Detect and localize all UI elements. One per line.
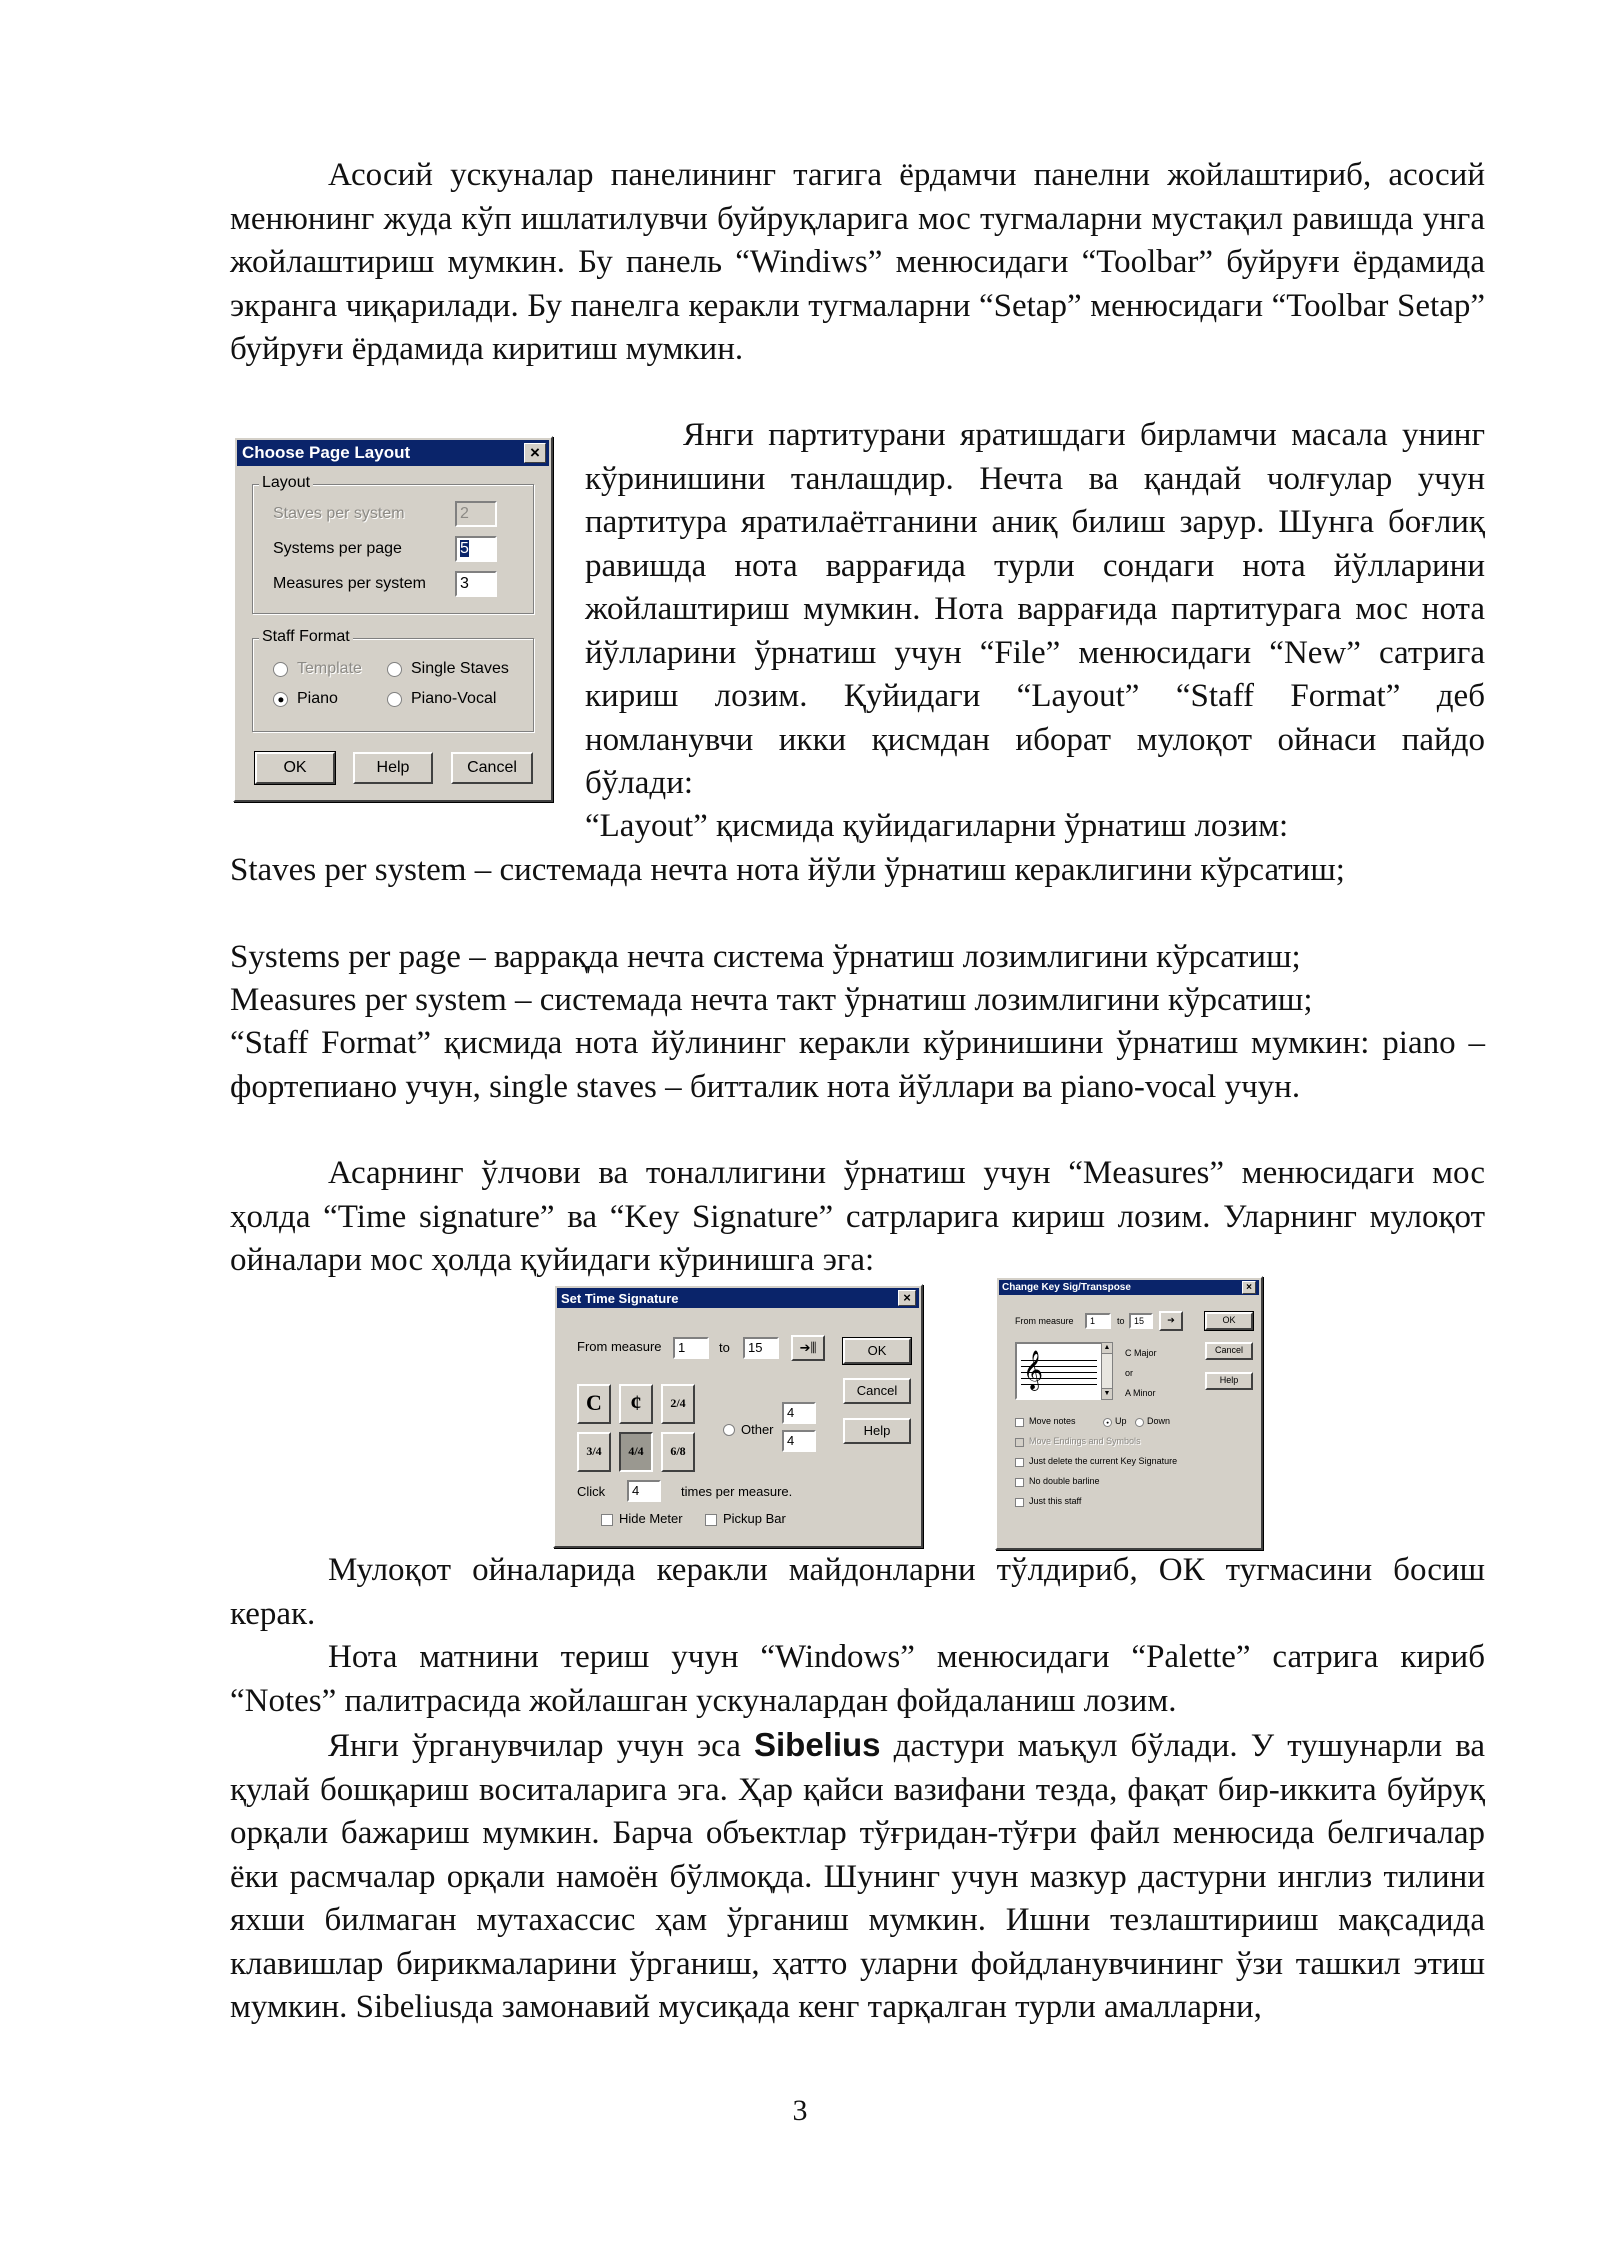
scroll-down-icon[interactable]: ▼ [1103,1390,1111,1397]
treble-clef-icon: 𝄞 [1023,1350,1044,1390]
paragraph-9: Мулоқот ойналарида керакли майдонларни тўлдириб, ОК тугмасини босиш керак. [230,1552,1485,1632]
help-button[interactable]: Help [843,1418,911,1444]
piano-vocal-radio-label: Piano-Vocal [411,690,497,707]
no-double-barline-checkbox[interactable] [1015,1478,1024,1487]
single-staves-radio[interactable] [387,662,402,677]
piano-vocal-radio[interactable] [387,692,402,707]
up-label: Up [1115,1416,1127,1426]
down-label: Down [1147,1416,1171,1426]
dialog-title: Set Time Signature [561,1290,679,1306]
layout-group-label: Layout [259,474,313,492]
just-this-staff-checkbox[interactable] [1015,1498,1024,1507]
dialog-titlebar [999,1280,1259,1295]
time-sig-3-4-button[interactable]: 3/4 [577,1432,611,1472]
key-or-label: or [1125,1368,1134,1378]
delete-key-checkbox[interactable] [1015,1458,1024,1467]
delete-key-label: Just delete the current Key Signature [1029,1456,1178,1466]
paragraph-6: Measures per system – системада нечта такт ўрнатиш лозимлигини кўрсатиш; [230,982,1313,1018]
cancel-button[interactable]: Cancel [843,1378,911,1404]
click-field[interactable]: 4 [627,1480,661,1502]
dialog-title: Change Key Sig/Transpose [1002,1282,1131,1293]
ok-button[interactable]: OK [1205,1312,1253,1330]
key-scrollbar[interactable] [1101,1342,1113,1400]
paragraph-8: Асарнинг ўлчови ва тоналлигини ўрнатиш учун “Measures” менюсидаги мос ҳолда “Time signature” ва “Key Signature” сатрларига кириш лозим. Уларнинг мулоқот ойналари мос ҳолда қуйидаги кўринишга эга: [230,1155,1485,1278]
cancel-button[interactable]: Cancel [451,752,533,784]
ok-button[interactable]: OK [255,752,335,784]
help-button[interactable]: Help [353,752,433,784]
paragraph-3: “Layout” қисмида қуйидагиларни ўрнатиш лозим: [585,808,1289,844]
down-radio[interactable] [1135,1418,1144,1427]
cancel-button[interactable]: Cancel [1205,1342,1253,1360]
paragraph-11: Янги ўрганувчилар учун эса Sibelius дастури маъқул бўлади. У тушунарли ва қулай бошқариш воситаларига эга. Ҳар қайси вазифани тезда, фақат бир-иккита буйруқ орқали бажариш мумкин. Барча объектлар тўғридан-тўғри файл менюсида белгичалар ёки расмчалар орқали намоён бўлмоқда. Шунинг учун мазкур дастурни инглиз тилини яхши билмаган мутахассис ҳам ўрганиш мумкин. Ишни тезлаштирииш мақсадида клавишлар бирикмаларини ўрганиш, ҳатто уларни фойдланувчининг ўзи ташкил этиш мумкин. Sibeliusда замонавий мусиқада кенг тарқалган турли амалларни, [230,1726,1486,2025]
staves-per-system-label: Staves per system [273,505,405,522]
key-staff-preview[interactable] [1015,1342,1103,1400]
other-label: Other [741,1422,774,1437]
move-endings-label: Move Endings and Symbols [1029,1436,1141,1446]
other-radio[interactable] [723,1424,735,1436]
pickup-bar-label: Pickup Bar [723,1511,786,1526]
arrow-end-button[interactable]: ➔⫼ [791,1335,825,1361]
key-minor-label: A Minor [1125,1388,1156,1398]
measures-per-system-label: Measures per system [273,575,426,592]
time-sig-cut-button[interactable]: ¢ [619,1384,653,1424]
to-measure-field[interactable]: 15 [1129,1313,1153,1329]
template-radio[interactable] [273,662,288,677]
other-numerator-field[interactable]: 4 [782,1402,816,1424]
time-sig-common-button[interactable]: C [577,1384,611,1424]
paragraph-1: Асосий ускуналар панелининг тагига ёрдамчи панелни жойлаштириб, асосий менюнинг жуда кўп ишлатилувчи буйруқларига мос тугмаларни мустақил равишда унга жойлаштириш мумкин. Бу панель “Windiws” менюсидаги “Toolbar” буйруғи ёрдамида экранга чиқарилади. Бу панелга керакли тугмаларни “Setap” менюсидаги “Toolbar Setap” буйруғи ёрдамида киритиш мумкин. [230,157,1485,367]
from-measure-field[interactable]: 1 [1085,1313,1111,1329]
time-sig-2-4-button[interactable]: 2/4 [661,1384,695,1424]
set-time-signature-dialog [553,1284,923,1548]
piano-radio[interactable] [273,692,288,707]
paragraph-4: Staves per system – системада нечта нота йўли ўрнатиш кераклигини кўрсатиш; [230,852,1345,888]
arrow-end-button[interactable]: ➔ [1159,1311,1183,1331]
piano-radio-label: Piano [297,690,338,707]
time-sig-4-4-button[interactable]: 4/4 [619,1432,653,1472]
dialog-title: Choose Page Layout [242,443,411,462]
time-sig-6-8-button[interactable]: 6/8 [661,1432,695,1472]
from-measure-label: From measure [577,1339,662,1354]
move-notes-label: Move notes [1029,1416,1076,1426]
measures-per-system-field[interactable]: 3 [455,571,497,597]
scroll-up-icon[interactable]: ▲ [1102,1343,1112,1354]
from-measure-label: From measure [1015,1316,1074,1326]
paragraph-7: “Staff Format” қисмида нота йўлининг керакли кўринишини ўрнатиш мумкин: piano – фортепиано учун, single staves – битталик нота йўллари ва piano-vocal учун. [230,1025,1485,1105]
from-measure-field[interactable]: 1 [673,1337,709,1359]
to-label: to [1117,1316,1125,1326]
move-endings-checkbox[interactable] [1015,1438,1024,1447]
sibelius-bold-term: Sibelius [753,1726,881,1763]
other-denominator-field[interactable]: 4 [782,1430,816,1452]
dialog-titlebar [237,440,549,466]
close-icon[interactable]: × [524,443,546,463]
to-label: to [719,1340,730,1355]
paragraph-5: Systems per page – варрақда нечта система ўрнатиш лозимлигини кўрсатиш; [230,939,1301,975]
change-key-sig-dialog [995,1276,1263,1550]
staves-per-system-field: 2 [455,501,497,527]
to-measure-field[interactable]: 15 [743,1337,779,1359]
dialog-titlebar [557,1288,919,1308]
help-button[interactable]: Help [1205,1372,1253,1390]
hide-meter-label: Hide Meter [619,1511,683,1526]
template-radio-label: Template [297,660,362,677]
close-icon[interactable]: × [1242,1281,1256,1294]
staff-format-group-label: Staff Format [259,628,353,646]
click-label: Click [577,1484,606,1499]
pickup-bar-checkbox[interactable] [705,1514,717,1526]
ok-button[interactable]: OK [843,1338,911,1364]
staff-format-group [252,638,534,732]
systems-per-page-label: Systems per page [273,540,402,557]
page-number: 3 [792,2094,808,2127]
just-this-staff-label: Just this staff [1029,1496,1082,1506]
click-suffix-label: times per measure. [681,1484,793,1499]
systems-per-page-field[interactable]: 5 [455,536,497,562]
move-notes-checkbox[interactable] [1015,1418,1024,1427]
no-double-barline-label: No double barline [1029,1476,1100,1486]
key-major-label: C Major [1125,1348,1157,1358]
choose-page-layout-dialog [233,436,553,802]
paragraph-2: Янги партитурани яратишдаги бирламчи масала унинг кўринишини танлашдир. Нечта ва қандай чолғулар учун партитура яратилаётганини аниқ билиш зарур. Шунга боғлиқ равишда нота варрағида турли сондаги нота йўлларини жойлаштириш мумкин. Нота варрағида партитурага мос нота йўлларини ўрнатиш учун “File” менюсидаги “New” сатрига кириш лозим. Қуйидаги “Layout” “Staff Format” деб номланувчи икки қисмдан иборат мулоқот ойнаси пайдо бўлади: [585,417,1485,801]
close-icon[interactable]: × [898,1290,916,1306]
hide-meter-checkbox[interactable] [601,1514,613,1526]
single-staves-radio-label: Single Staves [411,660,509,677]
paragraph-10: Нота матнини териш учун “Windows” менюсидаги “Palette” сатрига кириб “Notes” палитрасида жойлашган ускуналардан фойдаланиш лозим. [230,1639,1485,1719]
up-radio[interactable] [1103,1418,1112,1427]
